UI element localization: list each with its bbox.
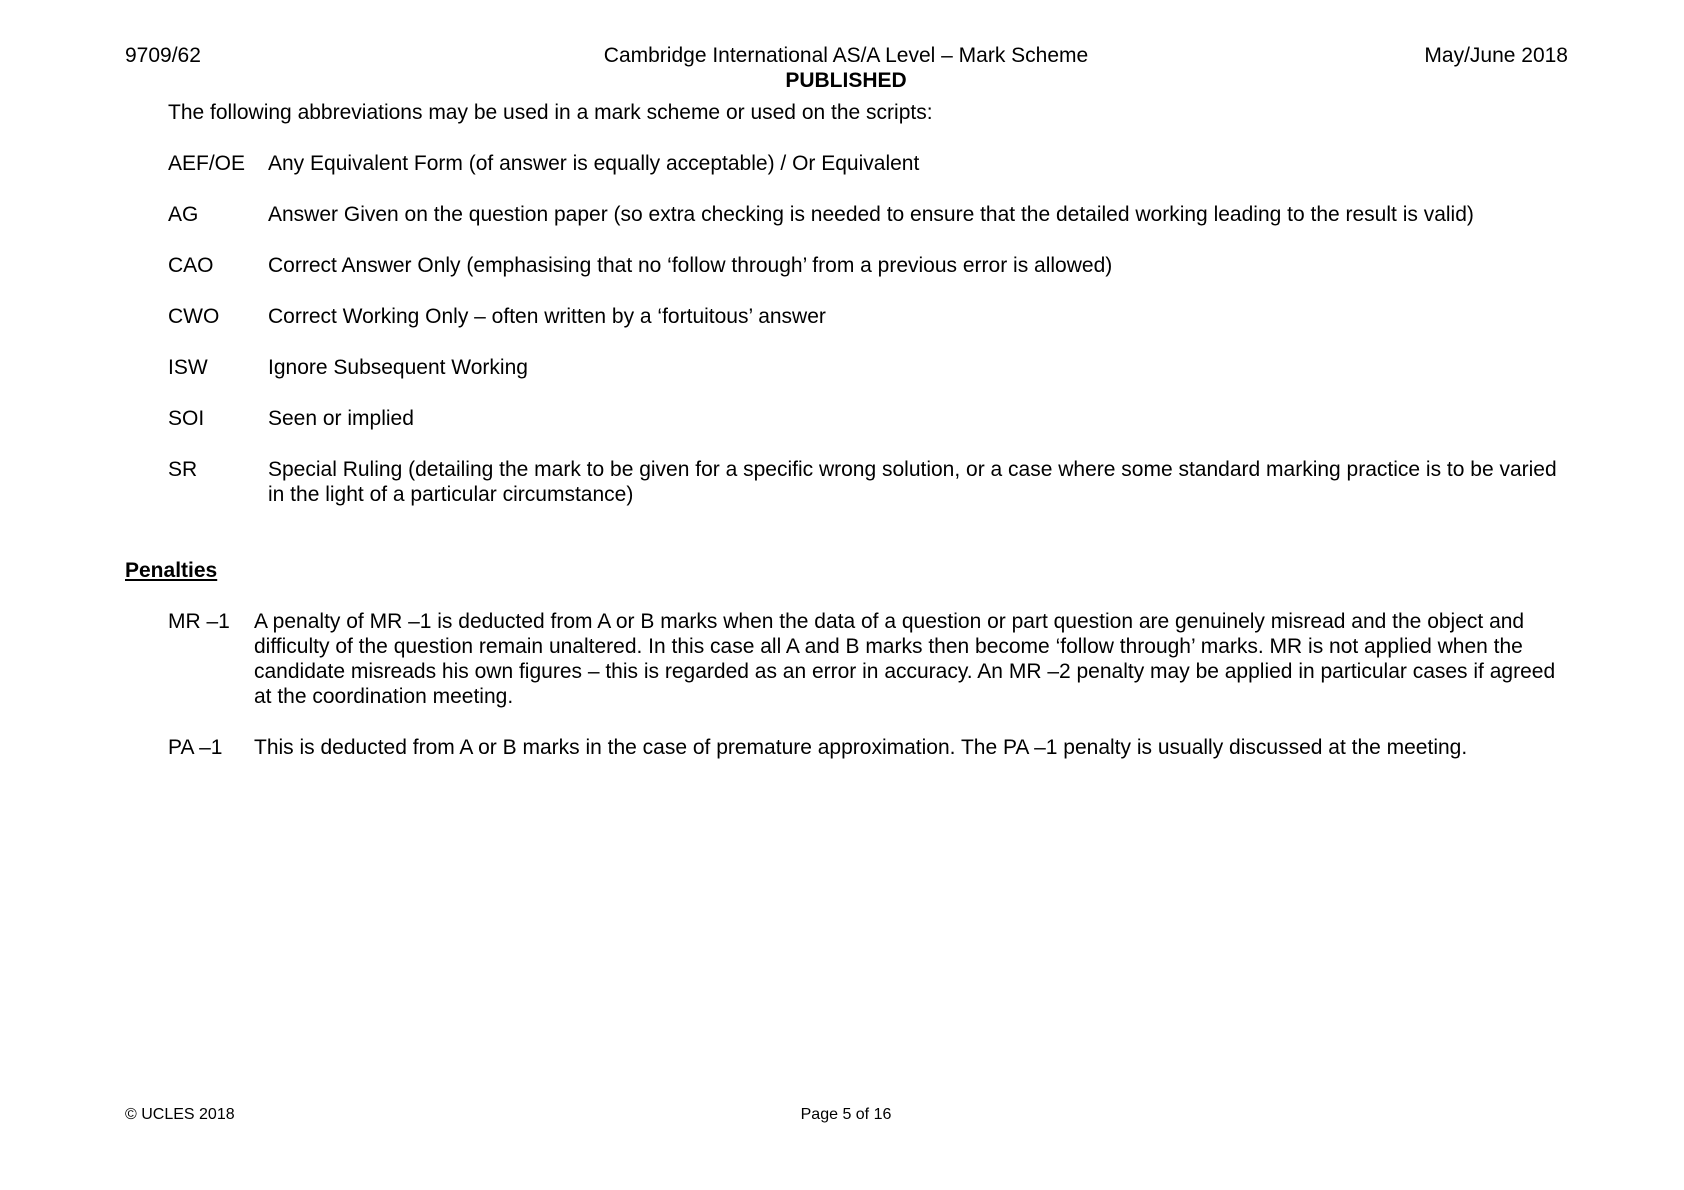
penalty-row bbox=[168, 609, 1570, 709]
abbreviation-row bbox=[168, 304, 1578, 329]
abbreviation-row bbox=[168, 253, 1578, 278]
abbreviation-row bbox=[168, 151, 1578, 176]
abbreviation-row bbox=[168, 406, 1578, 431]
abbreviation-code: AG bbox=[168, 203, 199, 226]
abbreviation-code: SOI bbox=[168, 407, 205, 430]
penalty-description: This is deducted from A or B marks in the case of premature approximation. The PA –1 penalty is usually discussed at the meeting. bbox=[254, 736, 1468, 759]
page-number: Page 5 of 16 bbox=[800, 1106, 892, 1123]
abbreviation-code: AEF/OE bbox=[168, 152, 246, 175]
abbreviation-description: Ignore Subsequent Working bbox=[268, 356, 528, 379]
penalty-row bbox=[168, 735, 1570, 760]
penalty-code: PA –1 bbox=[168, 736, 223, 759]
copyright-notice: © UCLES 2018 bbox=[125, 1106, 235, 1123]
abbreviations-list bbox=[168, 151, 1578, 533]
abbreviation-description: Seen or implied bbox=[268, 407, 414, 430]
abbreviation-row bbox=[168, 202, 1578, 227]
penalty-description: A penalty of MR –1 is deducted from A or B marks when the data of a question or part question are genuinely misread and the object and difficulty of the question remain unaltered. In this case all A and B marks then become ‘follow through’ marks. MR is not applied when the candidate misreads his own figures – this is regarded as an error in accuracy. An MR –2 penalty may be applied in particular cases if agreed at the coordination meeting. bbox=[254, 610, 1556, 708]
abbreviation-description: Special Ruling (detailing the mark to be given for a specific wrong solution, or a case where some standard marking practice is to be varied in the light of a particular circumstance) bbox=[268, 458, 1557, 506]
paper-code: 9709/62 bbox=[125, 44, 201, 67]
document-title: Cambridge International AS/A Level – Mark Scheme bbox=[603, 44, 1089, 67]
abbreviation-code: SR bbox=[168, 458, 198, 481]
abbreviation-row bbox=[168, 355, 1578, 380]
abbreviations-intro: The following abbreviations may be used in a mark scheme or used on the scripts: bbox=[168, 101, 933, 124]
abbreviation-code: CWO bbox=[168, 305, 220, 328]
penalty-code: MR –1 bbox=[168, 610, 230, 633]
penalties-list bbox=[168, 609, 1570, 786]
penalties-heading: Penalties bbox=[125, 559, 218, 582]
abbreviation-description: Answer Given on the question paper (so extra checking is needed to ensure that the detailed working leading to the result is valid) bbox=[268, 203, 1474, 226]
abbreviation-code: CAO bbox=[168, 254, 214, 277]
abbreviation-description: Correct Answer Only (emphasising that no ‘follow through’ from a previous error is allowed) bbox=[268, 254, 1113, 277]
abbreviation-code: ISW bbox=[168, 356, 208, 379]
abbreviation-row bbox=[168, 457, 1578, 507]
published-label: PUBLISHED bbox=[785, 69, 907, 92]
abbreviation-description: Any Equivalent Form (of answer is equally acceptable) / Or Equivalent bbox=[268, 152, 920, 175]
abbreviation-description: Correct Working Only – often written by a ‘fortuitous’ answer bbox=[268, 305, 826, 328]
exam-session: May/June 2018 bbox=[1424, 44, 1568, 67]
